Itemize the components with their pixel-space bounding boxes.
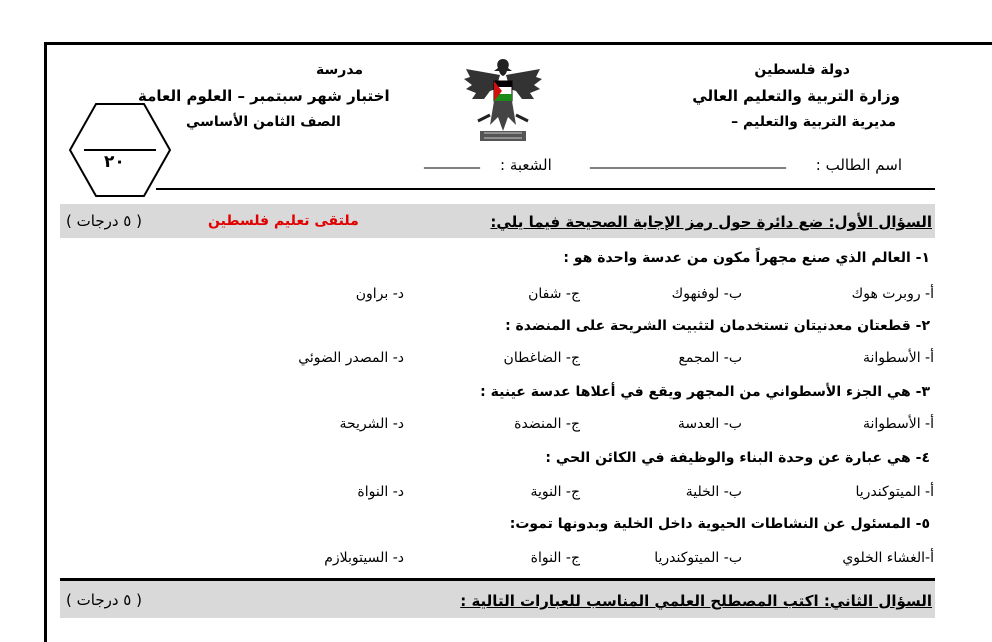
q1-item-5-stem: ٥- المسئول عن النشاطات الحيوية داخل الخلية وبدونها تموت: [509,516,930,532]
q1-item-1-option-a[interactable]: أ- روبرت هوك [851,286,934,302]
score-box [68,102,172,198]
q1-item-3-option-c[interactable]: ج- المنضدة [514,416,580,432]
q1-item-4-stem: ٤- هي عبارة عن وحدة البناء والوظيفة في الكائن الحي : [545,450,930,466]
q1-item-2-option-c[interactable]: ج- الضاغطان [503,350,580,366]
q1-item-1-option-b[interactable]: ب- لوفنهوك [671,286,742,302]
question-1-title: السؤال الأول: ضع دائرة حول رمز الإجابة الصحيحة فيما يلي: [490,213,932,231]
school-label: مدرسة [316,62,364,78]
q1-item-2-option-d[interactable]: د- المصدر الضوئي [298,350,404,366]
section-blank[interactable]: ________ [424,153,480,169]
q1-item-5-option-b[interactable]: ب- الميتوكندريا [654,550,742,566]
q1-item-3-option-d[interactable]: د- الشريحة [339,416,404,432]
q1-item-4-option-b[interactable]: ب- الخلية [685,484,742,500]
q1-item-4-option-d[interactable]: د- النواة [357,484,404,500]
question-2-top-rule [60,578,935,581]
q1-item-1-option-d[interactable]: د- براون [355,286,404,302]
q1-item-3-option-a[interactable]: أ- الأسطوانة [862,416,934,432]
q1-item-5-option-a[interactable]: أ-الغشاء الخلوي [842,550,934,566]
q1-item-1-stem: ١- العالم الذي صنع مجهراً مكون من عدسة واحدة هو : [563,250,930,266]
q1-item-3-stem: ٣- هي الجزء الأسطواني من المجهر ويقع في أعلاها عدسة عينية : [480,384,930,400]
ministry-name: وزارة التربية والتعليم العالي [692,87,900,105]
q1-item-1-option-c[interactable]: ج- شفان [528,286,580,302]
q1-item-5-option-d[interactable]: د- السيتوبلازم [324,550,404,566]
q1-item-2-option-b[interactable]: ب- المجمع [678,350,742,366]
source-watermark: ملتقى تعليم فلسطين [208,213,359,229]
country-name: دولة فلسطين [754,62,850,78]
question-2-title: السؤال الثاني: اكتب المصطلح العلمي المناسب للعبارات التالية : [460,592,932,610]
q1-item-2-option-a[interactable]: أ- الأسطوانة [862,350,934,366]
exam-title: اختبار شهر سبتمبر – العلوم العامة [138,87,390,105]
q1-item-5-option-c[interactable]: ج- النواة [530,550,580,566]
student-name-label: اسم الطالب : [815,156,902,174]
question-2-marks: ( ٥ درجات ) [66,591,142,609]
question-1-marks: ( ٥ درجات ) [66,212,142,230]
palestine-emblem-icon [460,55,546,147]
q1-item-2-stem: ٢- قطعتان معدنيتان تستخدمان لتثبيت الشريحة على المنضدة : [505,318,930,334]
q1-item-4-option-a[interactable]: أ- الميتوكندريا [855,484,934,500]
grade-label: الصف الثامن الأساسي [186,114,341,130]
q1-item-4-option-c[interactable]: ج- النوية [530,484,580,500]
header-separator [156,188,935,190]
student-name-blank[interactable]: ____________________________ [590,153,786,169]
q1-item-3-option-b[interactable]: ب- العدسة [677,416,742,432]
directorate-name: مديرية التربية والتعليم – [731,114,896,130]
section-label: الشعبة : [500,156,552,174]
score-total: ٢٠ [104,152,125,172]
